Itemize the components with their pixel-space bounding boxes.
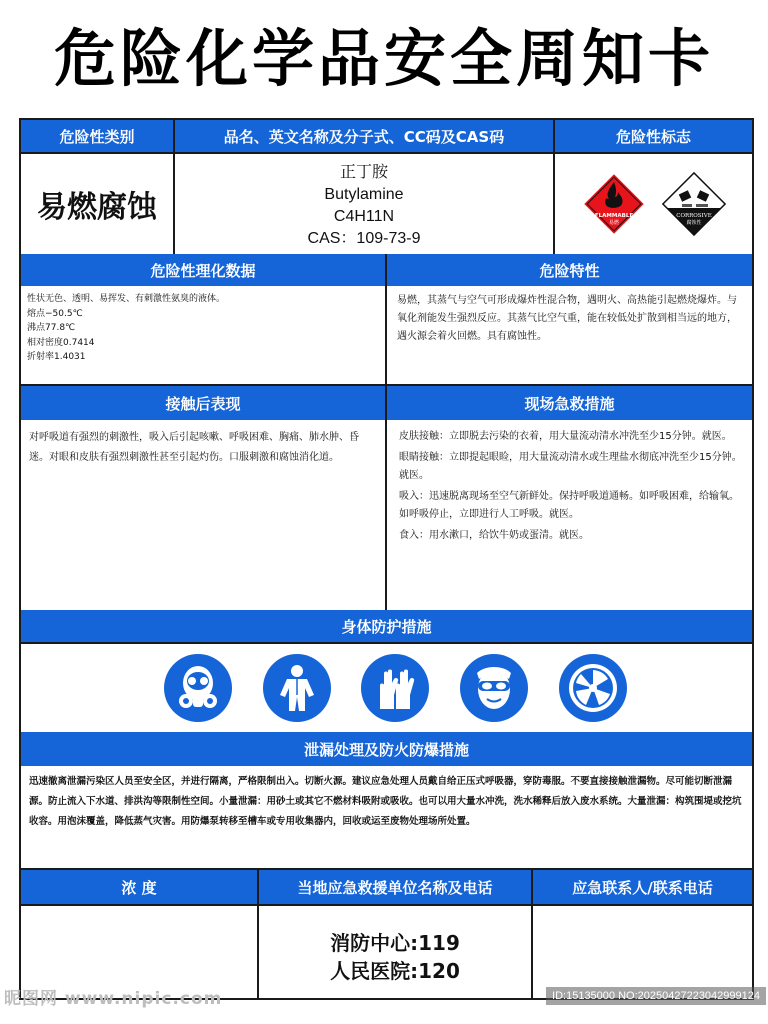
flammable-label: FLAMMABLE [594, 213, 633, 219]
header-row-2 [21, 254, 752, 286]
page-title: 危险化学品安全周知卡 [53, 22, 714, 95]
exposure-header: 接触后表现 [21, 386, 387, 420]
chemical-name-cn: 正丁胺 [339, 164, 388, 181]
ventilation-fan-icon [559, 654, 627, 722]
corrosive-label: CORROSIVE [675, 213, 712, 219]
first-aid-list [387, 420, 752, 545]
protective-suit-icon [263, 654, 331, 722]
names-header: 品名、英文名称及分子式、CC码及CAS码 [175, 120, 555, 152]
physchem-line: 沸点77.8℃ [27, 323, 76, 333]
physchem-line: 相对密度0.7414 [27, 337, 95, 348]
physchem-row [21, 286, 752, 386]
hazard-mark-header: 危险性标志 [555, 120, 752, 152]
hospital-phone: 人民医院:120 [330, 959, 460, 983]
watermark-id: ID:15135000 NO:20250427223042999124 [546, 987, 766, 1005]
hazard-props-cell [387, 286, 752, 386]
hazard-props-text: 易燃，其蒸气与空气可形成爆炸性混合物，遇明火、高热能引起燃烧爆炸。与氧化剂能发生强烈反应。其蒸气比空气重，能在较低处扩散到相当远的地方，遇火源会着火回燃。具有腐蚀性。 [397, 295, 737, 342]
exposure-text: 对呼吸道有强烈的刺激性，吸入后引起咳嗽、呼吸困难、胸痛、肺水肿、昏迷。对眼和皮肤有强烈刺激性甚至引起灼伤。口服刺激和腐蚀消化道。 [29, 432, 359, 463]
cas-number: CAS：109-73-9 [307, 230, 421, 247]
physchem-list [21, 286, 385, 371]
physchem-header: 危险性理化数据 [21, 254, 387, 286]
safety-card [19, 118, 754, 1000]
leak-row [21, 766, 752, 868]
header-row-4 [21, 610, 752, 642]
physchem-line: 性状无色、透明、易挥发、有刺激性氨臭的液体。 [27, 294, 226, 304]
first-aid-item: 吸入：迅速脱离现场至空气新鲜处。保持呼吸道通畅。如呼吸困难，给输氧。如呼吸停止，立即进行人工呼吸。就医。 [399, 490, 739, 520]
corrosive-sub: 腐蚀性 [685, 220, 702, 226]
hazard-class-header: 危险性类别 [21, 120, 175, 152]
corrosive-icon [658, 168, 730, 240]
exposure-row [21, 420, 752, 610]
physchem-line: 熔点−50.5℃ [27, 308, 83, 319]
physchem-line: 折射率1.4031 [27, 352, 86, 362]
goggles-icon [460, 654, 528, 722]
header-row-1 [21, 120, 752, 152]
hazard-class-value: 易燃腐蚀 [37, 190, 157, 225]
header-row-5 [21, 732, 752, 766]
physchem-cell [21, 286, 387, 386]
identity-row [21, 154, 752, 254]
protection-header: 身体防护措施 [21, 610, 752, 642]
fire-center-phone: 消防中心:119 [330, 931, 460, 955]
leak-text: 迅速撤离泄漏污染区人员至安全区，并进行隔离，严格限制出入。切断火源。建议应急处理人员戴自给正压式呼吸器，穿防毒服。不要直接接触泄漏物。尽可能切断泄漏源。防止流入下水道、排洪沟等限制性空间。小量泄漏：用砂土或其它不燃材料吸附或吸收。也可以用大量水冲洗，洗水稀释后放入废水系统。大量泄漏：构筑围堤或挖坑收容。用泡沫覆盖，降低蒸气灾害。用防爆泵转移至槽车或专用收集器内，回收或运至废物处理场所处置。 [29, 776, 742, 827]
first-aid-item: 皮肤接触：立即脱去污染的衣着，用大量流动清水冲洗至少15分钟。就医。 [399, 431, 732, 442]
names-cell [175, 154, 555, 254]
chemical-formula: C4H11N [333, 208, 395, 225]
first-aid-item: 眼睛接触：立即提起眼睑，用大量流动清水或生理盐水彻底冲洗至少15分钟。就医。 [399, 451, 742, 481]
header-row-3 [21, 386, 752, 420]
hazard-props-header: 危险特性 [387, 254, 752, 286]
first-aid-header: 现场急救措施 [387, 386, 752, 420]
ppe-row [21, 644, 752, 732]
exposure-cell [21, 420, 387, 610]
contact-cell [533, 906, 752, 998]
gloves-icon [361, 654, 429, 722]
local-rescue-cell [259, 906, 533, 998]
chemical-name-en: Butylamine [324, 186, 404, 203]
flammable-sub: 易燃 [608, 220, 619, 226]
flammable-icon [578, 168, 650, 240]
local-rescue-header: 当地应急救援单位名称及电话 [259, 870, 533, 904]
header-row-6 [21, 870, 752, 904]
first-aid-cell [387, 420, 752, 610]
leak-header: 泄漏处理及防火防爆措施 [21, 732, 752, 766]
watermark-site: 昵图网 www.nipic.com [4, 989, 223, 1009]
contact-header: 应急联系人/联系电话 [533, 870, 752, 904]
concentration-header: 浓 度 [21, 870, 259, 904]
first-aid-item: 食入：用水漱口，给饮牛奶或蛋清。就医。 [399, 529, 589, 541]
hazard-class-cell [21, 154, 175, 254]
gas-mask-icon [164, 654, 232, 722]
hazard-mark-cell [555, 154, 752, 254]
